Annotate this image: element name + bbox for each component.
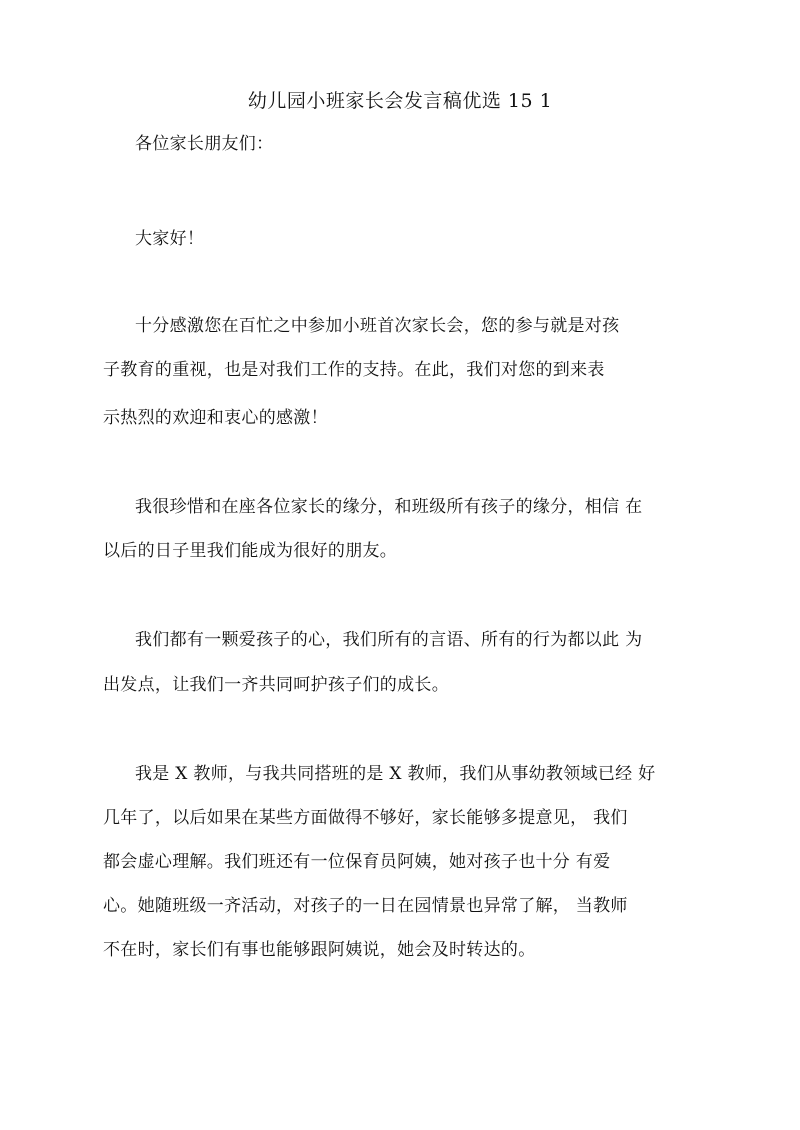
paragraph-3-line-1: 我们都有一颗爱孩子的心，我们所有的言语、所有的行为都以此 为 <box>135 630 643 650</box>
paragraph-1-line-1: 十分感激您在百忙之中参加小班首次家长会，您的参与就是对孩 <box>135 316 620 336</box>
paragraph-2-line-1: 我很珍惜和在座各位家长的缘分，和班级所有孩子的缘分，相信 在 <box>135 497 643 517</box>
paragraph-1-line-2: 子教育的重视，也是对我们工作的支持。在此，我们对您的到来表 <box>103 360 605 380</box>
paragraph-4-line-2: 几年了，以后如果在某些方面做得不够好，家长能够多提意见， 我们 <box>103 808 628 828</box>
paragraph-4-line-1: 我是 X 教师，与我共同搭班的是 X 教师，我们从事幼教领域已经 好 <box>135 764 656 784</box>
hello-line: 大家好！ <box>135 229 205 249</box>
paragraph-3-line-2: 出发点，让我们一齐共同呵护孩子们的成长。 <box>103 675 449 695</box>
paragraph-4-line-5: 不在时，家长们有事也能够跟阿姨说，她会及时转达的。 <box>103 940 536 960</box>
greeting-line: 各位家长朋友们： <box>135 134 274 154</box>
document-title: 幼儿园小班家长会发言稿优选 15 1 <box>247 90 553 112</box>
paragraph-1-line-3: 示热烈的欢迎和衷心的感激！ <box>103 408 328 428</box>
paragraph-4-line-4: 心。她随班级一齐活动，对孩子的一日在园情景也异常了解， 当教师 <box>103 896 628 916</box>
paragraph-2-line-2: 以后的日子里我们能成为很好的朋友。 <box>103 541 398 561</box>
paragraph-4-line-3: 都会虚心理解。我们班还有一位保育员阿姨，她对孩子也十分 有爱 <box>103 852 611 872</box>
